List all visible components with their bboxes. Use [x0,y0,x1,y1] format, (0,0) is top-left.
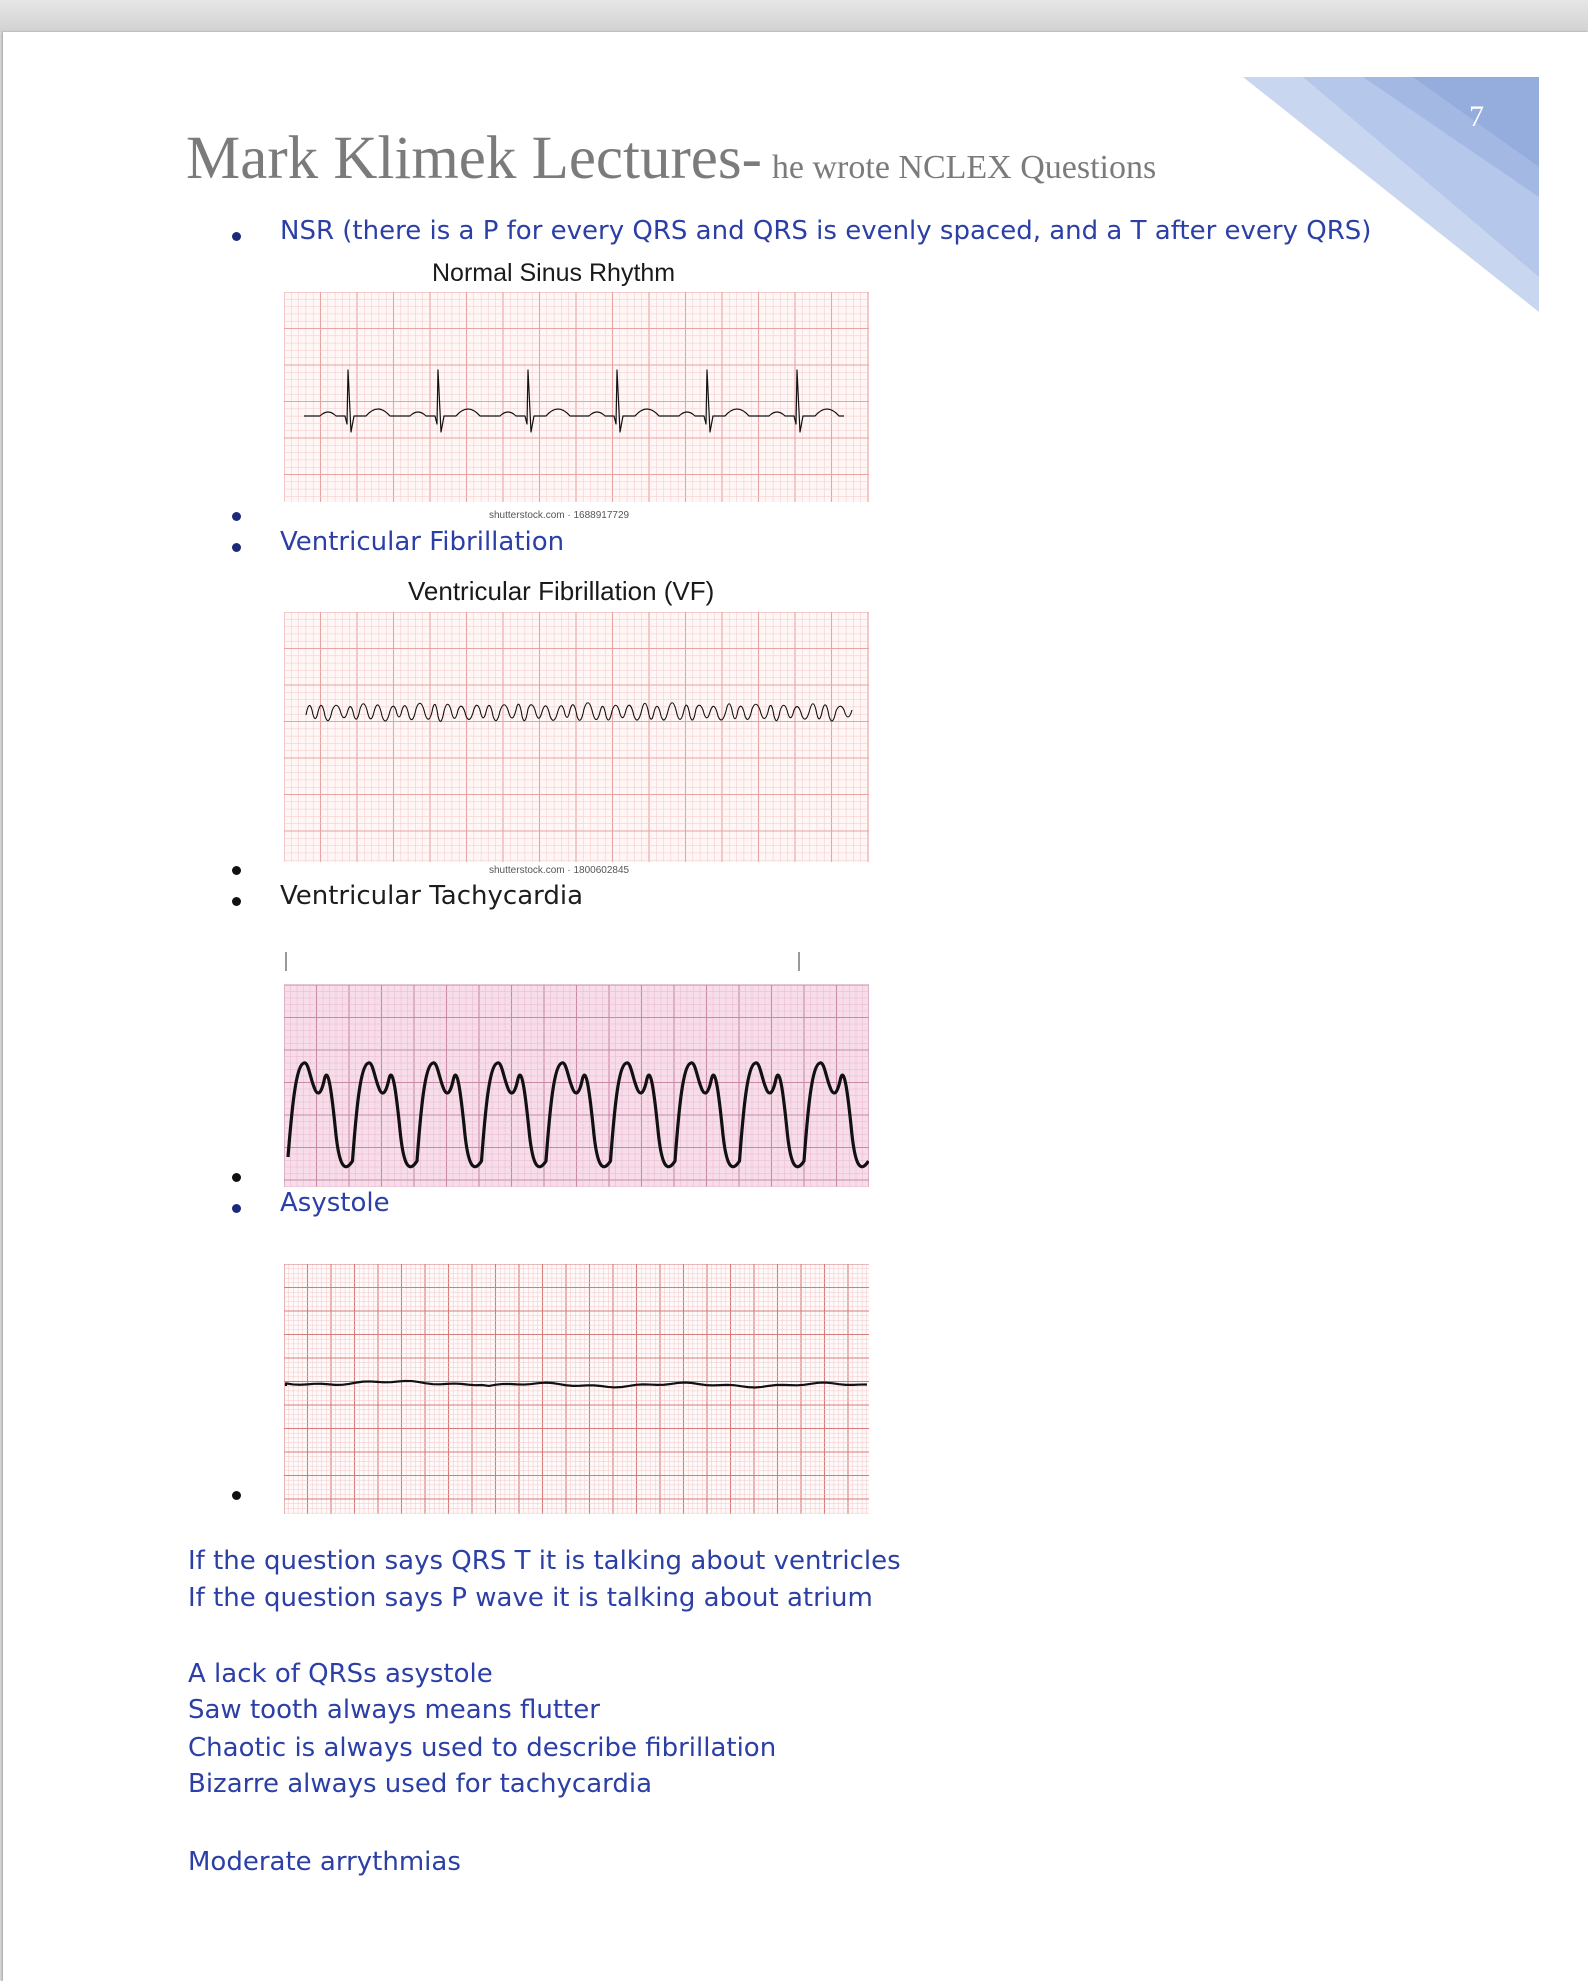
bullet-vf-text: Ventricular Fibrillation [280,527,565,557]
nsr-image-credit: shutterstock.com · 1688917729 [489,510,630,521]
document-page [3,32,1588,1981]
vf-strip-title: Ventricular Fibrillation (VF) [408,576,715,606]
title-main: Mark Klimek Lectures- [186,125,762,192]
nsr-strip-title: Normal Sinus Rhythm [432,259,676,287]
note-flutter: Saw tooth always means flutter [188,1695,600,1725]
asystole-chart [284,1264,869,1514]
title-subtitle: he wrote NCLEX Questions [771,149,1157,186]
ecg-strip-vf [284,612,869,862]
vf-image-credit: shutterstock.com · 1800602845 [489,865,630,876]
bullet-dot [232,1204,241,1213]
note-tachycardia: Bizarre always used for tachycardia [188,1769,653,1799]
ecg-strip-nsr [284,292,869,502]
nsr-chart [284,292,869,502]
page-title [186,124,1156,194]
ecg-strip-vt [284,917,869,1187]
bullet-dot [232,897,241,906]
ecg-strip-asystole [284,1264,869,1514]
bullet-dot-empty [232,512,241,521]
bullet-dot-empty [232,866,241,875]
bullet-vt-text: Ventricular Tachycardia [280,881,584,911]
vf-chart [284,612,869,862]
viewer-top-bar [0,0,1588,32]
bullet-asystole-text: Asystole [280,1188,390,1218]
note-atrium: If the question says P wave it is talking about atrium [188,1583,873,1613]
vt-chart [284,917,869,1187]
note-moderate-arrythmias: Moderate arrythmias [188,1847,461,1877]
bullet-dot [232,543,241,552]
bullet-nsr-text: NSR (there is a P for every QRS and QRS is evenly spaced, and a T after every QRS) [280,216,1372,246]
bullet-dot-empty [232,1173,241,1182]
bullet-dot-empty [232,1491,241,1500]
bullet-dot [232,232,241,241]
note-ventricles: If the question says QRS T it is talking about ventricles [188,1546,901,1576]
note-asystole: A lack of QRSs asystole [188,1659,493,1689]
note-fibrillation: Chaotic is always used to describe fibrillation [188,1733,777,1763]
page-number: 7 [1469,100,1484,133]
